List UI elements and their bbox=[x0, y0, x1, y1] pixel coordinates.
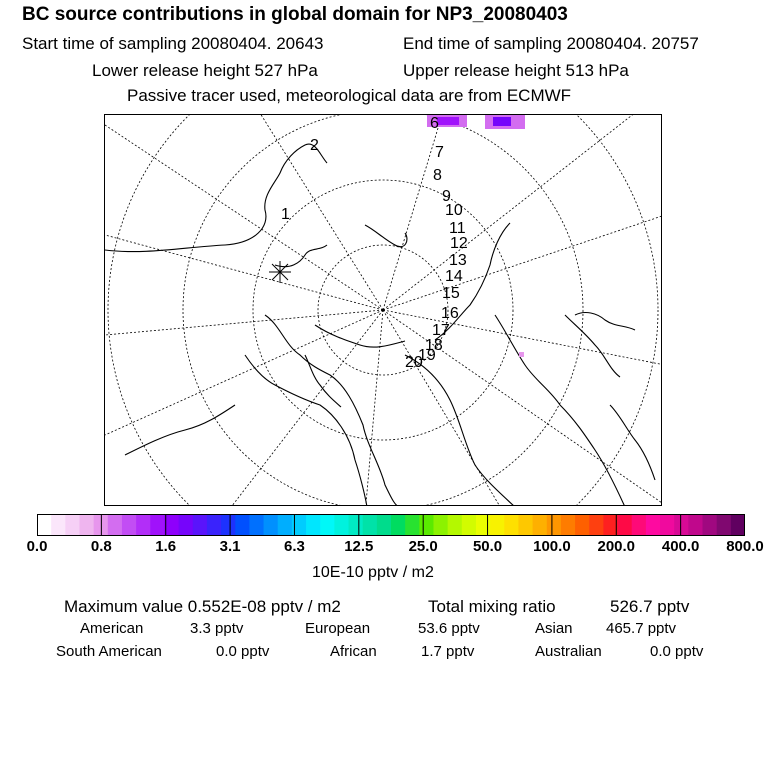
source-value-australian: 0.0 pptv bbox=[650, 643, 704, 660]
star-icon bbox=[269, 261, 291, 283]
maximum-value: Maximum value 0.552E-08 pptv / m2 bbox=[64, 597, 341, 616]
coastline-north-america bbox=[105, 144, 327, 252]
coastline-japan bbox=[610, 405, 655, 480]
colorbar-swatch bbox=[688, 514, 703, 536]
colorbar-swatch bbox=[377, 514, 392, 536]
trajectory-labels bbox=[281, 115, 468, 371]
source-name-european: European bbox=[305, 620, 371, 637]
colorbar-swatch bbox=[533, 514, 548, 536]
colorbar-swatch bbox=[235, 514, 250, 536]
source-value-south-american: 0.0 pptv bbox=[216, 643, 270, 660]
coastline-okhotsk bbox=[575, 313, 635, 330]
colorbar-tick-label: 400.0 bbox=[661, 538, 700, 555]
coastline-kamchatka bbox=[565, 315, 620, 377]
meridian bbox=[365, 310, 383, 506]
colorbar-swatch bbox=[150, 514, 165, 536]
colorbar-swatch bbox=[561, 514, 576, 536]
coastline-greenland bbox=[365, 225, 407, 247]
source-value-asian: 465.7 pptv bbox=[606, 620, 677, 637]
colorbar-swatch bbox=[589, 514, 604, 536]
source-value-african: 1.7 pptv bbox=[421, 643, 475, 660]
colorbar-swatch bbox=[221, 514, 236, 536]
map-canvas bbox=[105, 115, 662, 506]
colorbar-swatch bbox=[433, 514, 448, 536]
colorbar-swatch bbox=[405, 514, 420, 536]
colorbar-swatch bbox=[717, 514, 732, 536]
source-value-european: 53.6 pptv bbox=[418, 620, 480, 637]
colorbar-swatch bbox=[108, 514, 123, 536]
meridian bbox=[383, 115, 645, 310]
coastline-russia-west bbox=[405, 355, 515, 506]
colorbar-tick-label: 6.3 bbox=[284, 538, 305, 555]
colorbar-swatch bbox=[164, 514, 179, 536]
colorbar-swatch bbox=[349, 514, 364, 536]
colorbar-swatch bbox=[136, 514, 151, 536]
colorbar-tick-label: 1.6 bbox=[155, 538, 177, 555]
meridian bbox=[225, 310, 383, 506]
colorbar-swatch bbox=[391, 514, 406, 536]
start-time-label: Start time of sampling 20080404. 20643 bbox=[22, 34, 324, 53]
colorbar-swatch bbox=[278, 514, 293, 536]
tracer-note: Passive tracer used, meteorological data are from ECMWF bbox=[127, 86, 572, 105]
lower-height-label: Lower release height 527 hPa bbox=[92, 61, 318, 80]
colorbar-swatch bbox=[646, 514, 661, 536]
trajectory-label: 8 bbox=[433, 167, 442, 184]
source-name-asian: Asian bbox=[535, 620, 573, 637]
end-time-label: End time of sampling 20080404. 20757 bbox=[403, 34, 699, 53]
coastlines bbox=[105, 144, 655, 506]
contribution-patch bbox=[437, 117, 459, 125]
colorbar-swatch bbox=[264, 514, 279, 536]
colorbar-tick-label: 0.0 bbox=[26, 538, 48, 555]
page-title: BC source contributions in global domain for NP3_20080403 bbox=[22, 4, 568, 25]
total-mixing-ratio-label: Total mixing ratio bbox=[428, 597, 556, 616]
trajectory-label: 18 bbox=[425, 337, 443, 354]
trajectory-label: 9 bbox=[442, 188, 451, 205]
graticule bbox=[105, 115, 662, 506]
meridian bbox=[105, 235, 383, 310]
colorbar-swatch bbox=[547, 514, 562, 536]
colorbar-swatch bbox=[51, 514, 66, 536]
meridian bbox=[383, 310, 505, 506]
colorbar-swatch bbox=[179, 514, 194, 536]
coastline-canada bbox=[275, 245, 327, 267]
trajectory-label: 13 bbox=[449, 252, 467, 269]
meridian bbox=[105, 125, 383, 310]
source-name-african: African bbox=[330, 643, 377, 660]
coastline-scandinavia bbox=[315, 325, 405, 347]
colorbar-swatch bbox=[320, 514, 335, 536]
trajectory-label: 19 bbox=[418, 347, 436, 364]
colorbar-swatch bbox=[122, 514, 137, 536]
colorbar-swatch bbox=[193, 514, 208, 536]
trajectory-label: 1 bbox=[281, 206, 290, 223]
upper-height-label: Upper release height 513 hPa bbox=[403, 61, 629, 80]
trajectory-label: 10 bbox=[445, 202, 463, 219]
colorbar-swatch bbox=[731, 514, 745, 536]
colorbar bbox=[37, 514, 745, 536]
trajectory-label: 16 bbox=[441, 305, 459, 322]
colorbar-swatch bbox=[65, 514, 80, 536]
colorbar-swatch bbox=[632, 514, 647, 536]
contribution-patch bbox=[493, 117, 511, 126]
colorbar-swatch bbox=[703, 514, 718, 536]
colorbar-swatch bbox=[674, 514, 689, 536]
total-mixing-ratio-value: 526.7 pptv bbox=[610, 597, 690, 616]
trajectory-label: 11 bbox=[449, 220, 466, 237]
source-value-american: 3.3 pptv bbox=[190, 620, 244, 637]
trajectory-label: 15 bbox=[442, 285, 460, 302]
colorbar-tick-label: 12.5 bbox=[344, 538, 374, 555]
trajectory-label: 12 bbox=[450, 235, 468, 252]
colorbar-swatch bbox=[660, 514, 675, 536]
colorbar-tick-label: 800.0 bbox=[726, 538, 764, 555]
colorbar-swatch bbox=[476, 514, 491, 536]
colorbar-tick-label: 3.1 bbox=[219, 538, 241, 555]
meridian bbox=[105, 310, 383, 335]
colorbar-tick-label: 100.0 bbox=[533, 538, 571, 555]
trajectory-label: 7 bbox=[435, 144, 444, 161]
colorbar-swatch bbox=[448, 514, 463, 536]
meridian bbox=[105, 310, 383, 435]
colorbar-swatch bbox=[575, 514, 590, 536]
polar-map bbox=[104, 114, 662, 506]
coastline-east-asia bbox=[495, 315, 625, 506]
colorbar-tick-label: 50.0 bbox=[472, 538, 503, 555]
trajectory-label: 17 bbox=[432, 322, 450, 339]
colorbar-swatch bbox=[618, 514, 633, 536]
colorbar-swatch bbox=[490, 514, 505, 536]
source-name-australian: Australian bbox=[535, 643, 602, 660]
colorbar-swatch bbox=[249, 514, 264, 536]
trajectory-label: 14 bbox=[445, 268, 463, 285]
colorbar-swatch bbox=[306, 514, 321, 536]
colorbar-swatch bbox=[37, 514, 52, 536]
source-name-american: American bbox=[80, 620, 144, 637]
coastline-europe-south bbox=[245, 355, 367, 506]
colorbar-tick-label: 0.8 bbox=[90, 538, 112, 555]
contribution-patch bbox=[519, 352, 524, 357]
source-name-south-american: South American bbox=[56, 643, 162, 660]
colorbar-unit: 10E-10 pptv / m2 bbox=[312, 564, 434, 581]
trajectory-label: 20 bbox=[405, 354, 423, 371]
colorbar-swatch bbox=[419, 514, 434, 536]
colorbar-swatch bbox=[79, 514, 94, 536]
coastline-atlantic bbox=[125, 405, 235, 455]
trajectory-label: 6 bbox=[430, 115, 439, 132]
meridian bbox=[383, 215, 662, 310]
colorbar-tick-label: 200.0 bbox=[597, 538, 636, 555]
coastline-baltic bbox=[305, 355, 341, 407]
trajectory-label: 2 bbox=[310, 137, 319, 154]
colorbar-swatch bbox=[518, 514, 533, 536]
colorbar-swatch bbox=[363, 514, 378, 536]
colorbar-swatch bbox=[504, 514, 519, 536]
colorbar-tick-label: 25.0 bbox=[408, 538, 438, 555]
colorbar-swatch bbox=[462, 514, 477, 536]
colorbar-swatch bbox=[334, 514, 349, 536]
colorbar-swatch bbox=[207, 514, 222, 536]
